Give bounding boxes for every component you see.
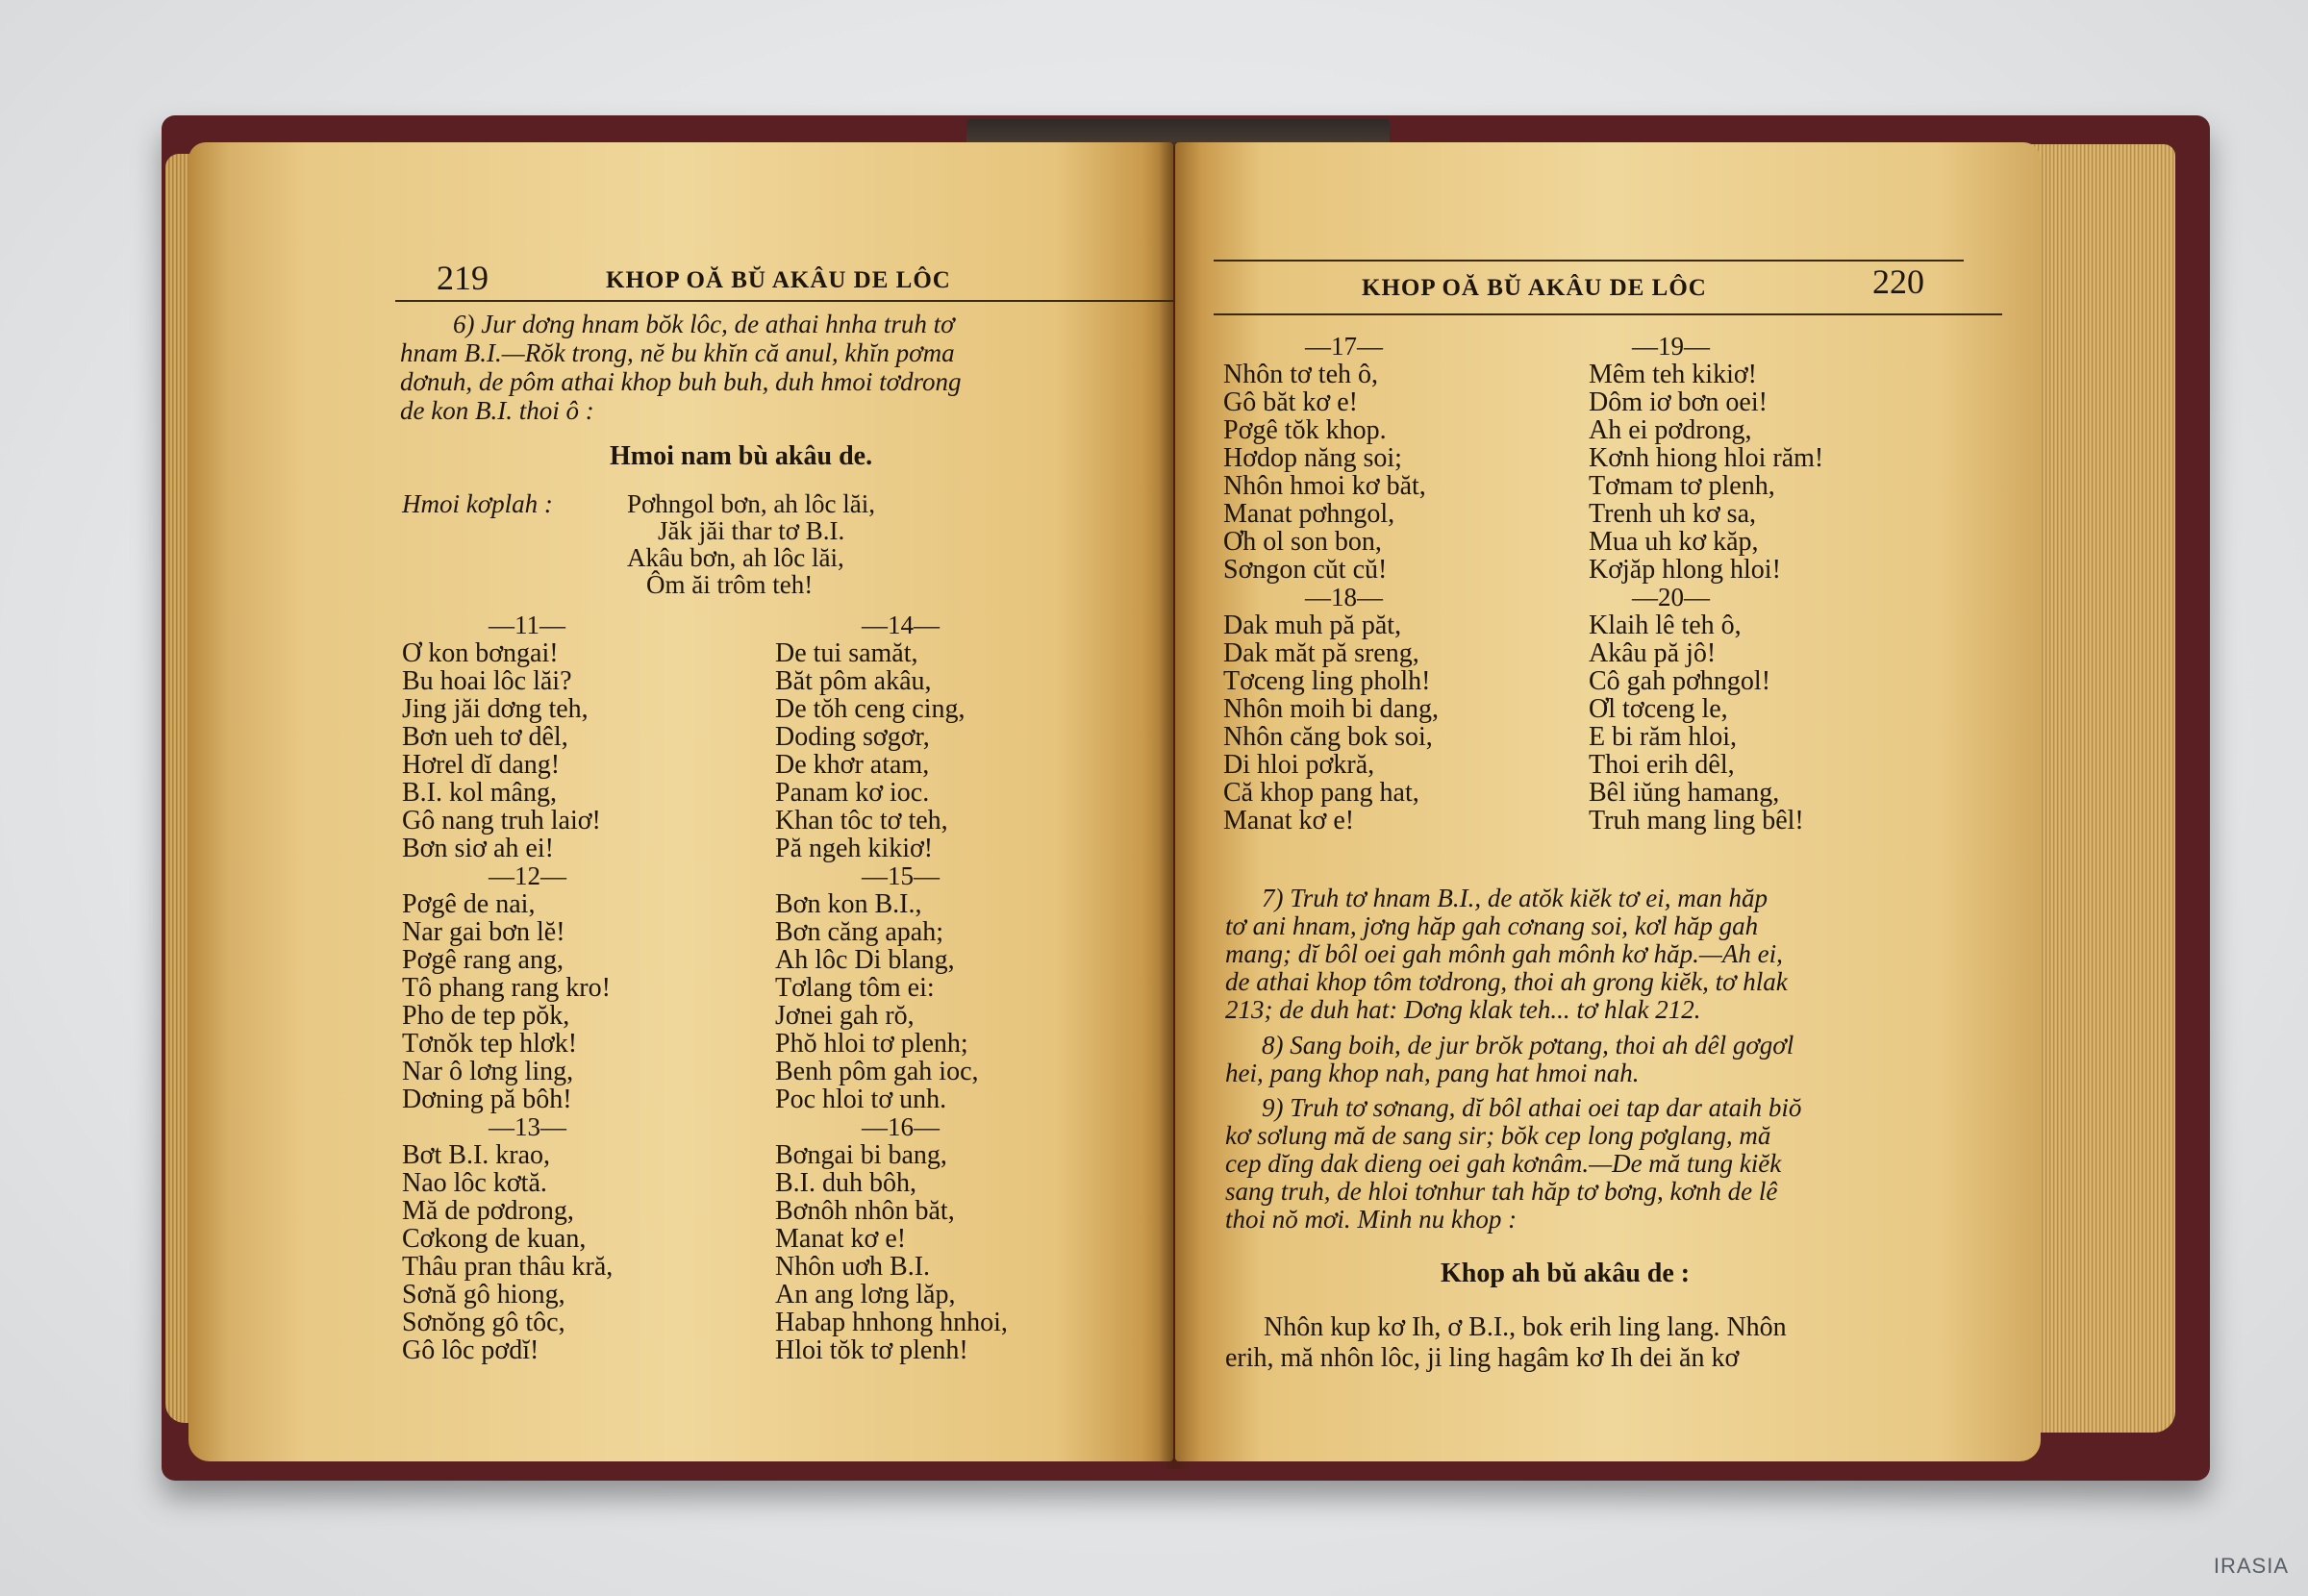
paragraph-8-line: hei, pang khop nah, pang hat hmoi nah. (1225, 1059, 1640, 1087)
verse-line: Ơ kon bơngai! (402, 638, 559, 668)
verse-line: Mua uh kơ kăp, (1589, 527, 1759, 557)
verse-line: Manat pơhngol, (1223, 499, 1395, 529)
paragraph-7-line: tơ ani hnam, jơng hăp gah cơnang soi, kơl hăp gah (1225, 911, 1759, 940)
verse-line: B.I. kol mâng, (402, 778, 557, 808)
verse-line: Bơn siơ ah ei! (402, 834, 554, 863)
prelude-line: Ôm ăi trôm teh! (646, 570, 814, 599)
verse-line: Habap hnhong hnhoi, (775, 1308, 1008, 1337)
verse-line: Dôm iơ bơn oei! (1589, 387, 1768, 417)
verse-line: Ơl tơceng le, (1589, 694, 1728, 724)
verse-number: —16— (862, 1112, 940, 1141)
verse-number: —14— (862, 611, 940, 639)
verse-line: Bơt B.I. krao, (402, 1140, 551, 1170)
verse-line: Kơjăp hlong hloi! (1589, 555, 1781, 585)
intro-line: dơnuh, de pôm athai khop buh buh, duh hmoi tơdrong (400, 367, 962, 396)
right-page (1175, 142, 2041, 1461)
verse-line: Cơkong de kuan, (402, 1224, 587, 1254)
verse-line: Nhôn căng bok soi, (1223, 722, 1433, 752)
verse-line: Ah lôc Di blang, (775, 945, 955, 975)
verse-line: Bơngai bi bang, (775, 1140, 947, 1170)
verse-number: —17— (1305, 332, 1383, 361)
header-top-rule-right (1214, 260, 1964, 262)
paragraph-8-line: 8) Sang boih, de jur brŏk pơtang, thoi ah dêl gơgơl (1262, 1031, 1794, 1060)
page-number-left: 219 (437, 259, 489, 297)
verse-line: Thoi erih dêl, (1589, 750, 1735, 780)
verse-line: Hơdop năng soi; (1223, 443, 1402, 473)
verse-line: Dak măt pă sreng, (1223, 638, 1419, 668)
verse-number: —19— (1632, 332, 1710, 361)
verse-line: Mêm teh kikiơ! (1589, 360, 1757, 389)
page-number-right: 220 (1872, 262, 1924, 301)
verse-line: Jơnei gah rŏ, (775, 1001, 915, 1031)
verse-line: Khan tôc tơ teh, (775, 806, 948, 835)
verse-line: Gô nang truh laiơ! (402, 806, 601, 835)
verse-line: Tô phang rang kro! (402, 973, 611, 1003)
verse-line: Gô lôc pơdĭ! (402, 1335, 539, 1365)
verse-line: Jing jăi dơng teh, (402, 694, 589, 724)
verse-line: Klaih lê teh ô, (1589, 611, 1742, 640)
intro-line: de kon B.I. thoi ô : (400, 396, 594, 425)
verse-number: —20— (1632, 583, 1710, 611)
verse-line: Di hloi pơkră, (1223, 750, 1375, 780)
section-heading-left: Hmoi nam bù akâu de. (610, 441, 873, 471)
verse-line: Gô băt kơ e! (1223, 387, 1358, 417)
verse-line: Că khop pang hat, (1223, 778, 1419, 808)
verse-line: De tŏh ceng cing, (775, 694, 966, 724)
verse-number: —13— (489, 1112, 566, 1141)
intro-line: hnam B.I.—Rŏk trong, nĕ bu khĭn că anul, khĭn pơma (400, 338, 955, 367)
verse-line: Bơn ueh tơ dêl, (402, 722, 568, 752)
verse-line: Pơgê rang ang, (402, 945, 564, 975)
verse-line: Băt pôm akâu, (775, 666, 932, 696)
verse-number: —15— (862, 861, 940, 890)
verse-line: Bơnôh nhôn băt, (775, 1196, 955, 1226)
verse-line: Thâu pran thâu kră, (402, 1252, 614, 1282)
verse-line: Nao lôc kơtă. (402, 1168, 547, 1198)
verse-line: Ah ei pơdrong, (1589, 415, 1752, 445)
watermark-text: IRASIA (2213, 1554, 2289, 1578)
verse-line: Bơn kon B.I., (775, 889, 922, 919)
verse-line: Tơceng ling pholh! (1223, 666, 1431, 696)
verse-line: Cô gah pơhngol! (1589, 666, 1771, 696)
verse-line: Nhôn uơh B.I. (775, 1252, 931, 1282)
verse-line: Doding sơgơr, (775, 722, 930, 752)
verse-line: Pơgê de nai, (402, 889, 536, 919)
verse-line: De tui samăt, (775, 638, 918, 668)
closing-line: erih, mă nhôn lôc, ji ling hagâm kơ Ih dei ăn kơ (1225, 1343, 1740, 1373)
prelude-line: Jăk jăi thar tơ B.I. (658, 516, 845, 545)
paragraph-7-line: de athai khop tôm tơdrong, thoi ah grong kiĕk, tơ hlak (1225, 967, 1788, 996)
prelude-label: Hmoi kơplah : (402, 489, 553, 518)
verse-line: Pă ngeh kikiơ! (775, 834, 934, 863)
left-verse-column-2 (775, 611, 1008, 1364)
verse-line: Sơnŏng gô tôc, (402, 1308, 565, 1337)
left-page (188, 142, 1173, 1461)
prelude-line: Pơhngol bơn, ah lôc lăi, (627, 489, 876, 518)
paragraph-9-line: thoi nŏ mơi. Minh nu khop : (1225, 1205, 1518, 1234)
verse-line: Bơn căng apah; (775, 917, 943, 947)
paragraph-7-line: 213; de duh hat: Dơng klak teh... tơ hlak 212. (1225, 995, 1701, 1024)
verse-number: —12— (489, 861, 566, 890)
verse-line: Hloi tŏk tơ plenh! (775, 1335, 968, 1365)
paragraph-9-line: kơ sơlung mă de sang sir; bŏk cep long pơglang, mă (1225, 1121, 1771, 1150)
header-rule-right (1214, 313, 2002, 315)
verse-line: Ơh ol son bon, (1223, 527, 1382, 557)
verse-line: Tơmam tơ plenh, (1589, 471, 1775, 501)
verse-line: An ang lơng lăp, (775, 1280, 956, 1309)
verse-line: Nhôn tơ teh ô, (1223, 360, 1379, 389)
verse-number: —11— (489, 611, 565, 639)
verse-line: Dak muh pă păt, (1223, 611, 1402, 640)
verse-number: —18— (1305, 583, 1383, 611)
running-head-left: KHOP OĂ BŬ AKÂU DE LÔC (606, 267, 951, 293)
verse-line: Nhôn moih bi dang, (1223, 694, 1439, 724)
verse-line: B.I. duh bôh, (775, 1168, 916, 1198)
verse-line: Phŏ hloi tơ plenh; (775, 1029, 968, 1059)
right-verse-column-2 (1589, 333, 1823, 835)
verse-line: Pơgê tŏk khop. (1223, 415, 1387, 445)
section-heading-right: Khop ah bŭ akâu de : (1441, 1259, 1691, 1288)
verse-line: Poc hloi tơ unh. (775, 1085, 947, 1114)
verse-line: Nar gai bơn lĕ! (402, 917, 565, 947)
verse-line: Mă de pơdrong, (402, 1196, 574, 1226)
closing-line: Nhôn kup kơ Ih, ơ B.I., bok erih ling lang. Nhôn (1264, 1312, 1787, 1342)
verse-line: Sơngon cŭt cŭ! (1223, 555, 1388, 585)
verse-line: Pho de tep pŏk, (402, 1001, 570, 1031)
intro-line: 6) Jur dơng hnam bŏk lôc, de athai hnha truh tơ (453, 310, 955, 338)
verse-line: Dơning pă bôh! (402, 1085, 572, 1114)
paragraph-7-line: mang; dĭ bôl oei gah mônh gah mônh kơ hăp.—Ah ei, (1225, 939, 1783, 968)
verse-line: Nar ô lơng ling, (402, 1057, 574, 1086)
paragraph-9-line: 9) Truh tơ sơnang, dĭ bôl athai oei tap dar ataih biŏ (1262, 1093, 1802, 1122)
verse-line: Sơnă gô hiong, (402, 1280, 565, 1309)
verse-line: Truh mang ling bêl! (1589, 806, 1804, 835)
paragraph-7-line: 7) Truh tơ hnam B.I., de atŏk kiĕk tơ ei, man hăp (1262, 884, 1768, 912)
verse-line: Benh pôm gah ioc, (775, 1057, 979, 1086)
verse-line: Nhôn hmoi kơ băt, (1223, 471, 1426, 501)
right-verse-column-1 (1223, 333, 1439, 835)
verse-line: Kơnh hiong hloi răm! (1589, 443, 1824, 473)
verse-line: Panam kơ ioc. (775, 778, 930, 808)
prelude-line: Akâu bơn, ah lôc lăi, (627, 543, 844, 572)
running-head-right: KHOP OĂ BŬ AKÂU DE LÔC (1362, 275, 1707, 301)
verse-line: Trenh uh kơ sa, (1589, 499, 1757, 529)
verse-line: De khơr atam, (775, 750, 930, 780)
verse-line: Manat kơ e! (1223, 806, 1355, 835)
verse-line: Tơnŏk tep hlơk! (402, 1029, 578, 1059)
right-page-edges (2031, 144, 2175, 1433)
verse-line: Hơrel dĭ dang! (402, 750, 561, 780)
paragraph-9-line: sang truh, de hloi tơnhur tah hăp tơ bơng, kơnh de lê (1225, 1177, 1778, 1206)
verse-line: Bêl iŭng hamang, (1589, 778, 1780, 808)
verse-line: Akâu pă jô! (1589, 638, 1717, 668)
paragraph-9-line: cep dĭng dak dieng oei gah kơnâm.—De mă tung kiĕk (1225, 1149, 1782, 1178)
verse-line: Bu hoai lôc lăi? (402, 666, 572, 696)
verse-line: E bi răm hloi, (1589, 722, 1737, 752)
left-verse-column-1 (402, 611, 613, 1364)
verse-line: Manat kơ e! (775, 1224, 907, 1254)
verse-line: Tơlang tôm ei: (775, 973, 935, 1003)
